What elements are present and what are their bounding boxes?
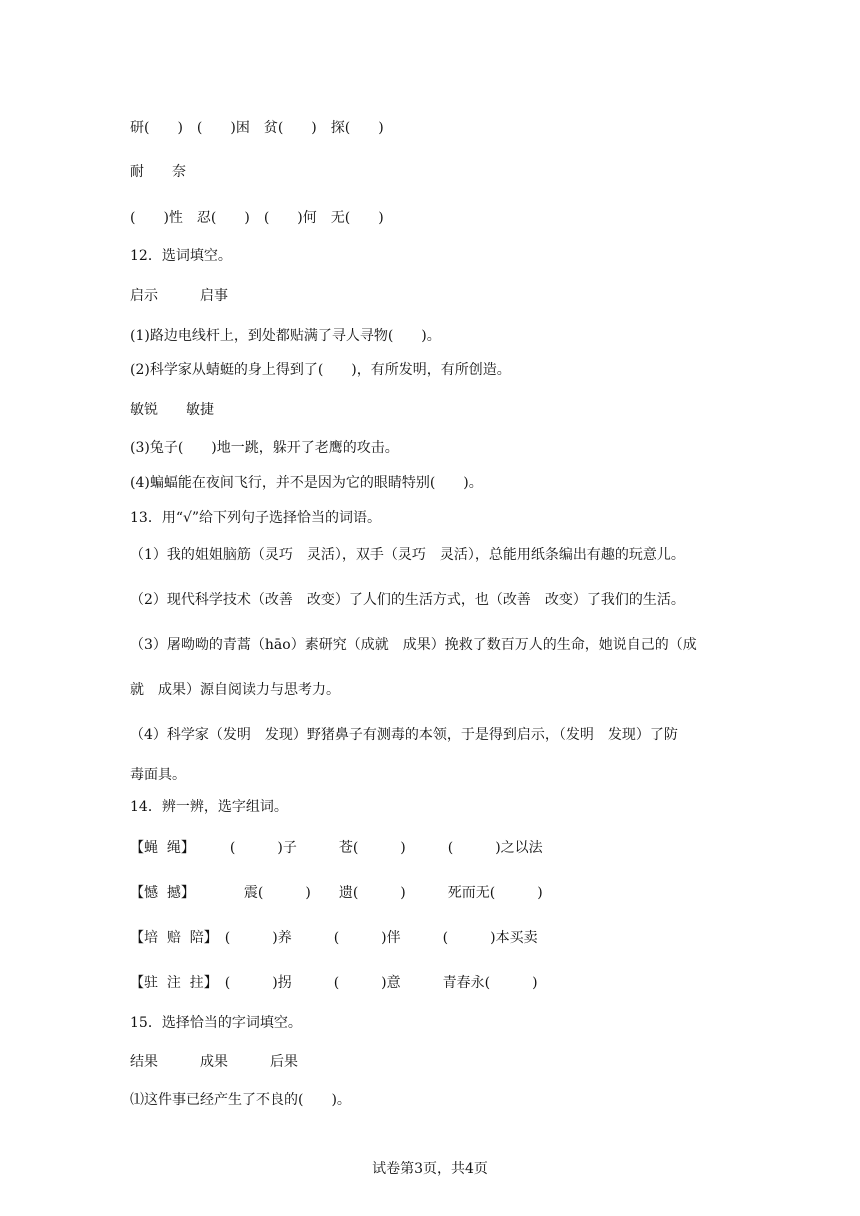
question-14-title: 14．辨一辨，选字组词。 <box>130 799 288 815</box>
question-12-item-2: (2)科学家从蜻蜓的身上得到了( )，有所发明，有所创造。 <box>130 362 511 378</box>
question-13-item-1: （1）我的姐姐脑筋（灵巧 灵活），双手（灵巧 灵活），总能用纸条编出有趣的玩意儿。 <box>130 547 685 563</box>
question-14-row-4: 【驻 注 拄】 ( )拐 ( )意 青春永( ) <box>130 975 538 991</box>
question-15-item-1: ⑴这件事已经产生了不良的( )。 <box>130 1092 351 1108</box>
question-12-item-4: (4)蝙蝠能在夜间飞行，并不是因为它的眼睛特别( )。 <box>130 475 483 491</box>
question-12-title: 12．选词填空。 <box>130 248 232 264</box>
question-14-row-1: 【蝇 绳】 ( )子 苍( ) ( )之以法 <box>130 840 543 856</box>
question-15-title: 15．选择恰当的字词填空。 <box>130 1015 302 1031</box>
page-footer: 试卷第3页，共4页 <box>372 1161 488 1177</box>
word-choice-row: 耐 奈 <box>130 164 186 180</box>
question-13-item-3-cont: 就 成果）源自阅读力与思考力。 <box>130 682 340 698</box>
word-choice-row: 启示 启事 <box>130 288 228 304</box>
question-14-row-2: 【憾 撼】 震( ) 遗( ) 死而无( ) <box>130 885 543 901</box>
question-14-row-3: 【培 赔 陪】 ( )养 ( )伴 ( )本买卖 <box>130 930 538 946</box>
word-choice-row: 结果 成果 后果 <box>130 1054 298 1070</box>
question-12-item-3: (3)兔子( )地一跳，躲开了老鹰的攻击。 <box>130 440 399 456</box>
question-13-item-4-cont: 毒面具。 <box>130 767 186 783</box>
question-11-row-1: 研( ) ( )困 贫( ) 探( ) <box>130 120 384 136</box>
question-11-row-2: ( )性 忍( ) ( )何 无( ) <box>130 210 384 226</box>
question-13-item-2: （2）现代科学技术（改善 改变）了人们的生活方式，也（改善 改变）了我们的生活。 <box>130 592 685 608</box>
question-13-item-4: （4）科学家（发明 发现）野猪鼻子有测毒的本领，于是得到启示，（发明 发现）了防 <box>130 727 678 743</box>
question-12-item-1: (1)路边电线杆上，到处都贴满了寻人寻物( )。 <box>130 328 441 344</box>
question-13-item-3: （3）屠呦呦的青蒿（hāo）素研究（成就 成果）挽救了数百万人的生命，她说自己的（成 <box>130 637 697 653</box>
word-choice-row: 敏锐 敏捷 <box>130 402 214 418</box>
question-13-title: 13．用“√”给下列句子选择恰当的词语。 <box>130 510 382 526</box>
